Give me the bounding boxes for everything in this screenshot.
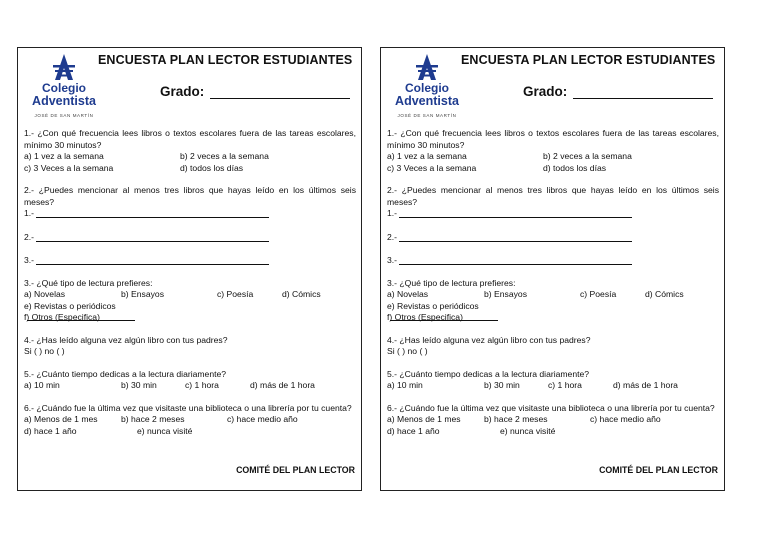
logo-line-3: JOSÉ DE SAN MARTÍN [34, 113, 94, 118]
q5-option-b[interactable]: b) 30 min [484, 380, 520, 390]
survey-title: ENCUESTA PLAN LECTOR ESTUDIANTES [98, 53, 353, 67]
q5-option-a[interactable]: a) 10 min [387, 380, 423, 390]
q5-option-c[interactable]: c) 1 hora [185, 380, 219, 390]
q2-answer-1[interactable] [387, 208, 719, 220]
q1-option-c[interactable]: c) 3 Veces a la semana [24, 162, 114, 173]
logo-mark-icon [387, 52, 467, 82]
q3-option-c[interactable]: c) Poesía [217, 289, 254, 299]
q3-option-f-label: f) Otros (Especifica) [24, 312, 100, 322]
survey-card-right [380, 47, 725, 491]
q2-answer-3-label: 3.- [387, 255, 398, 265]
grade-line[interactable] [210, 86, 350, 99]
q2-answer-2[interactable] [24, 232, 356, 244]
survey-questions [387, 128, 719, 437]
q6-option-e[interactable]: e) nunca visité [500, 425, 556, 436]
q6-option-c[interactable]: c) hace medio año [227, 414, 298, 424]
q6-option-d[interactable]: d) hace 1 año [387, 425, 440, 436]
q2-answer-2-label: 2.- [387, 231, 398, 242]
q3-option-e[interactable]: e) Revistas o periódicos [24, 300, 116, 311]
question-2: 2.- ¿Puedes mencionar al menos tres libros que hayas leído en los últimos seis meses? [387, 185, 719, 207]
logo-line-2: Adventista [395, 94, 459, 108]
question-1: 1.- ¿Con qué frecuencia lees libros o textos escolares fuera de las tareas escolares, mínimo 30 minutos? [387, 128, 719, 150]
q3-option-a[interactable]: a) Novelas [387, 289, 429, 299]
q5-option-a[interactable]: a) 10 min [24, 380, 60, 390]
q6-option-e[interactable]: e) nunca visité [137, 425, 193, 436]
survey-questions [24, 128, 356, 437]
q6-option-a[interactable]: a) Menos de 1 mes [387, 414, 461, 424]
q3-option-e[interactable]: e) Revistas o periódicos [387, 300, 479, 311]
q2-answer-1-label: 1.- [387, 208, 398, 218]
question-1: 1.- ¿Con qué frecuencia lees libros o textos escolares fuera de las tareas escolares, mínimo 30 minutos? [24, 128, 356, 150]
grade-label: Grado: [160, 84, 205, 99]
q3-option-c[interactable]: c) Poesía [580, 289, 617, 299]
q3-option-b[interactable]: b) Ensayos [484, 289, 527, 299]
grade-label: Grado: [523, 84, 568, 99]
q2-answer-1-label: 1.- [24, 208, 35, 218]
q6-option-c[interactable]: c) hace medio año [590, 414, 661, 424]
q1-option-b[interactable]: b) 2 veces a la semana [180, 151, 269, 161]
q6-option-b[interactable]: b) hace 2 meses [121, 414, 185, 424]
q5-option-b[interactable]: b) 30 min [121, 380, 157, 390]
school-logo [387, 52, 467, 118]
school-logo [24, 52, 104, 118]
q4-options[interactable]: Si ( ) no ( ) [387, 346, 428, 356]
q1-option-a[interactable]: a) 1 vez a la semana [24, 151, 104, 161]
survey-title: ENCUESTA PLAN LECTOR ESTUDIANTES [461, 53, 716, 67]
q2-answer-3[interactable] [387, 255, 719, 267]
q2-answer-2[interactable] [387, 232, 719, 244]
q3-option-a[interactable]: a) Novelas [24, 289, 66, 299]
q4-options[interactable]: Si ( ) no ( ) [24, 346, 65, 356]
grade-line[interactable] [573, 86, 713, 99]
q1-option-d[interactable]: d) todos los días [543, 162, 607, 173]
q2-answer-2-label: 2.- [24, 231, 35, 242]
q3-option-f-label: f) Otros (Especifica) [387, 312, 463, 322]
logo-line-3: JOSÉ DE SAN MARTÍN [397, 113, 457, 118]
q3-option-d[interactable]: d) Cómics [645, 289, 684, 299]
question-6: 6.- ¿Cuándo fue la última vez que visitaste una biblioteca o una librería por tu cuenta? [24, 402, 352, 413]
q5-option-d[interactable]: d) más de 1 hora [250, 380, 315, 390]
question-3: 3.- ¿Qué tipo de lectura prefieres: [24, 277, 153, 288]
question-5: 5.- ¿Cuánto tiempo dedicas a la lectura diariamente? [387, 368, 590, 379]
q1-option-b[interactable]: b) 2 veces a la semana [543, 151, 632, 161]
question-4: 4.- ¿Has leído alguna vez algún libro con tus padres? [24, 334, 228, 345]
logo-line-2: Adventista [32, 94, 96, 108]
question-3: 3.- ¿Qué tipo de lectura prefieres: [387, 277, 516, 288]
survey-footer: COMITÉ DEL PLAN LECTOR [236, 465, 355, 475]
q1-option-d[interactable]: d) todos los días [180, 162, 244, 173]
question-5: 5.- ¿Cuánto tiempo dedicas a la lectura diariamente? [24, 368, 227, 379]
question-4: 4.- ¿Has leído alguna vez algún libro con tus padres? [387, 334, 591, 345]
grade-field [160, 84, 350, 99]
q3-option-b[interactable]: b) Ensayos [121, 289, 164, 299]
logo-mark-icon [24, 52, 104, 82]
q1-option-c[interactable]: c) 3 Veces a la semana [387, 162, 477, 173]
grade-field [523, 84, 713, 99]
q3-option-d[interactable]: d) Cómics [282, 289, 321, 299]
survey-card-left [17, 47, 362, 491]
question-2: 2.- ¿Puedes mencionar al menos tres libros que hayas leído en los últimos seis meses? [24, 185, 356, 207]
survey-footer: COMITÉ DEL PLAN LECTOR [599, 465, 718, 475]
q6-option-b[interactable]: b) hace 2 meses [484, 414, 548, 424]
question-6: 6.- ¿Cuándo fue la última vez que visitaste una biblioteca o una librería por tu cuenta? [387, 402, 715, 413]
q5-option-c[interactable]: c) 1 hora [548, 380, 582, 390]
q1-option-a[interactable]: a) 1 vez a la semana [387, 151, 467, 161]
q6-option-a[interactable]: a) Menos de 1 mes [24, 414, 98, 424]
q2-answer-3[interactable] [24, 255, 356, 267]
logo-line-1: Colegio [405, 81, 449, 95]
q2-answer-3-label: 3.- [24, 255, 35, 265]
q6-option-d[interactable]: d) hace 1 año [24, 425, 77, 436]
q2-answer-1[interactable] [24, 208, 356, 220]
logo-line-1: Colegio [42, 81, 86, 95]
q5-option-d[interactable]: d) más de 1 hora [613, 380, 678, 390]
